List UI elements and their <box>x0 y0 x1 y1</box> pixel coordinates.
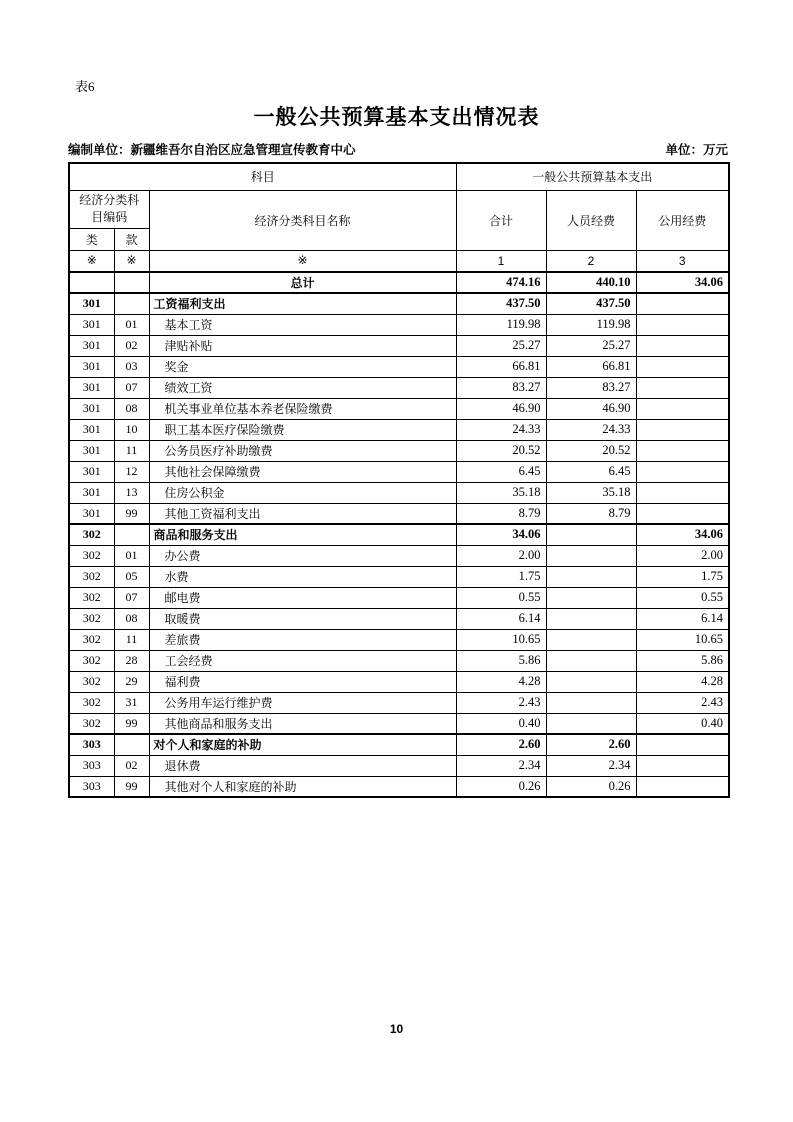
cell-class-code: 301 <box>69 314 114 335</box>
header-code-group-line2: 目编码 <box>91 210 128 224</box>
header-col-total: 合计 <box>456 190 546 250</box>
cell-section-code: 29 <box>114 671 149 692</box>
cell-subject-name: 取暖费 <box>149 608 456 629</box>
cell-section-code: 02 <box>114 755 149 776</box>
header-code-group-line1: 经济分类科 <box>79 192 140 207</box>
cell-class-code: 301 <box>69 419 114 440</box>
cell-total: 6.45 <box>456 461 546 482</box>
cell-subject-name: 绩效工资 <box>149 377 456 398</box>
budget-table <box>68 162 730 798</box>
header-col-section: 款 <box>114 228 149 250</box>
cell-class-code: 302 <box>69 671 114 692</box>
cell-class-code: 302 <box>69 545 114 566</box>
cell-subject-name: 退休费 <box>149 755 456 776</box>
cell-subject-name: 公务员医疗补助缴费 <box>149 440 456 461</box>
cell-section-code <box>114 524 149 545</box>
header-col-public: 公用经费 <box>636 190 729 250</box>
ref-mark-name: ※ <box>149 250 456 272</box>
cell-personnel <box>546 629 636 650</box>
cell-subject-name: 工会经费 <box>149 650 456 671</box>
cell-class-code: 301 <box>69 503 114 524</box>
cell-section-code: 07 <box>114 377 149 398</box>
cell-class-code: 303 <box>69 776 114 797</box>
header-budget-group: 一般公共预算基本支出 <box>456 163 729 190</box>
cell-personnel <box>546 713 636 734</box>
cell-public: 5.86 <box>636 650 729 671</box>
cell-class-code: 302 <box>69 692 114 713</box>
cell-public <box>636 314 729 335</box>
table-row <box>69 524 729 545</box>
cell-total: 0.40 <box>456 713 546 734</box>
table-row <box>69 650 729 671</box>
cell-subject-name: 机关事业单位基本养老保险缴费 <box>149 398 456 419</box>
cell-public <box>636 398 729 419</box>
unit-label: 单位：万元 <box>665 143 728 157</box>
cell-section-code <box>114 272 149 293</box>
table-row <box>69 545 729 566</box>
cell-public: 0.55 <box>636 587 729 608</box>
cell-total: 2.34 <box>456 755 546 776</box>
cell-personnel <box>546 566 636 587</box>
cell-public <box>636 377 729 398</box>
cell-public <box>636 335 729 356</box>
table-row <box>69 272 729 293</box>
cell-personnel: 66.81 <box>546 356 636 377</box>
cell-subject-name: 邮电费 <box>149 587 456 608</box>
table-row <box>69 692 729 713</box>
cell-personnel <box>546 524 636 545</box>
page-title: 一般公共预算基本支出情况表 <box>253 105 540 129</box>
cell-personnel <box>546 650 636 671</box>
cell-personnel: 83.27 <box>546 377 636 398</box>
table-row <box>69 482 729 503</box>
cell-section-code: 05 <box>114 566 149 587</box>
cell-total: 0.55 <box>456 587 546 608</box>
cell-total: 0.26 <box>456 776 546 797</box>
cell-class-code: 302 <box>69 587 114 608</box>
cell-subject-name: 公务用车运行维护费 <box>149 692 456 713</box>
cell-class-code: 303 <box>69 755 114 776</box>
table-row <box>69 293 729 314</box>
cell-public: 10.65 <box>636 629 729 650</box>
table-meta <box>68 140 728 158</box>
header-col-class: 类 <box>69 228 114 250</box>
cell-section-code <box>114 293 149 314</box>
table-row <box>69 356 729 377</box>
table-row <box>69 608 729 629</box>
cell-public: 0.40 <box>636 713 729 734</box>
cell-total: 4.28 <box>456 671 546 692</box>
cell-subject-name: 津贴补贴 <box>149 335 456 356</box>
cell-subject-name: 工资福利支出 <box>149 293 456 314</box>
table-row <box>69 776 729 797</box>
table-row <box>69 461 729 482</box>
cell-public <box>636 482 729 503</box>
cell-total: 20.52 <box>456 440 546 461</box>
table-row <box>69 734 729 755</box>
cell-subject-name: 其他商品和服务支出 <box>149 713 456 734</box>
cell-class-code: 301 <box>69 335 114 356</box>
cell-total: 474.16 <box>456 272 546 293</box>
cell-class-code: 302 <box>69 713 114 734</box>
cell-public <box>636 755 729 776</box>
table-row <box>69 503 729 524</box>
cell-class-code: 301 <box>69 440 114 461</box>
cell-section-code: 03 <box>114 356 149 377</box>
table-row <box>69 566 729 587</box>
cell-section-code: 11 <box>114 629 149 650</box>
cell-personnel <box>546 608 636 629</box>
cell-personnel: 0.26 <box>546 776 636 797</box>
cell-class-code: 302 <box>69 608 114 629</box>
table-row <box>69 671 729 692</box>
cell-class-code: 302 <box>69 650 114 671</box>
cell-section-code: 28 <box>114 650 149 671</box>
cell-section-code <box>114 734 149 755</box>
cell-personnel: 2.60 <box>546 734 636 755</box>
cell-personnel: 24.33 <box>546 419 636 440</box>
header-code-group <box>69 190 149 228</box>
cell-public <box>636 461 729 482</box>
table-row <box>69 314 729 335</box>
cell-public <box>636 419 729 440</box>
cell-total: 66.81 <box>456 356 546 377</box>
table-row <box>69 419 729 440</box>
table-number-label: 表6 <box>75 79 95 94</box>
cell-personnel: 20.52 <box>546 440 636 461</box>
cell-public: 34.06 <box>636 272 729 293</box>
cell-public: 1.75 <box>636 566 729 587</box>
cell-class-code: 301 <box>69 482 114 503</box>
cell-public: 2.43 <box>636 692 729 713</box>
cell-personnel: 119.98 <box>546 314 636 335</box>
cell-public: 2.00 <box>636 545 729 566</box>
cell-subject-name: 其他对个人和家庭的补助 <box>149 776 456 797</box>
table-row <box>69 398 729 419</box>
cell-subject-name: 水费 <box>149 566 456 587</box>
cell-section-code: 08 <box>114 398 149 419</box>
cell-personnel: 6.45 <box>546 461 636 482</box>
cell-public: 6.14 <box>636 608 729 629</box>
cell-total: 46.90 <box>456 398 546 419</box>
cell-public <box>636 356 729 377</box>
cell-total: 2.00 <box>456 545 546 566</box>
cell-subject-name: 总计 <box>149 272 456 293</box>
cell-subject-name: 奖金 <box>149 356 456 377</box>
table-row <box>69 440 729 461</box>
cell-total: 1.75 <box>456 566 546 587</box>
cell-section-code: 07 <box>114 587 149 608</box>
table-header <box>69 163 729 272</box>
cell-public <box>636 734 729 755</box>
cell-personnel: 2.34 <box>546 755 636 776</box>
cell-subject-name: 基本工资 <box>149 314 456 335</box>
cell-personnel: 437.50 <box>546 293 636 314</box>
column-index-public: 3 <box>636 250 729 272</box>
cell-section-code: 10 <box>114 419 149 440</box>
cell-class-code: 301 <box>69 293 114 314</box>
cell-public: 4.28 <box>636 671 729 692</box>
cell-personnel: 25.27 <box>546 335 636 356</box>
header-row-columns <box>69 190 729 228</box>
cell-subject-name: 住房公积金 <box>149 482 456 503</box>
table-body <box>69 272 729 797</box>
header-col-name: 经济分类科目名称 <box>149 190 456 250</box>
cell-public <box>636 293 729 314</box>
cell-section-code: 12 <box>114 461 149 482</box>
page-number: 10 <box>389 1022 404 1036</box>
cell-section-code: 31 <box>114 692 149 713</box>
table-row <box>69 377 729 398</box>
cell-class-code: 303 <box>69 734 114 755</box>
cell-subject-name: 差旅费 <box>149 629 456 650</box>
cell-subject-name: 福利费 <box>149 671 456 692</box>
table-row <box>69 629 729 650</box>
cell-subject-name: 其他社会保障缴费 <box>149 461 456 482</box>
cell-personnel: 440.10 <box>546 272 636 293</box>
cell-total: 83.27 <box>456 377 546 398</box>
cell-total: 25.27 <box>456 335 546 356</box>
cell-section-code: 01 <box>114 314 149 335</box>
cell-total: 119.98 <box>456 314 546 335</box>
cell-personnel: 46.90 <box>546 398 636 419</box>
cell-total: 34.06 <box>456 524 546 545</box>
cell-section-code: 11 <box>114 440 149 461</box>
table-row <box>69 755 729 776</box>
cell-class-code: 301 <box>69 377 114 398</box>
cell-personnel: 8.79 <box>546 503 636 524</box>
cell-section-code: 99 <box>114 776 149 797</box>
cell-personnel: 35.18 <box>546 482 636 503</box>
cell-total: 2.43 <box>456 692 546 713</box>
cell-public: 34.06 <box>636 524 729 545</box>
cell-section-code: 01 <box>114 545 149 566</box>
cell-section-code: 02 <box>114 335 149 356</box>
column-index-personnel: 2 <box>546 250 636 272</box>
table-row <box>69 713 729 734</box>
cell-total: 24.33 <box>456 419 546 440</box>
cell-class-code: 301 <box>69 356 114 377</box>
table-row <box>69 587 729 608</box>
cell-personnel <box>546 671 636 692</box>
cell-public <box>636 503 729 524</box>
cell-subject-name: 办公费 <box>149 545 456 566</box>
cell-total: 5.86 <box>456 650 546 671</box>
cell-class-code: 301 <box>69 398 114 419</box>
header-row-groups <box>69 163 729 190</box>
table-row <box>69 335 729 356</box>
header-col-personnel: 人员经费 <box>546 190 636 250</box>
cell-public <box>636 440 729 461</box>
cell-public <box>636 776 729 797</box>
header-subject-group: 科目 <box>69 163 456 190</box>
cell-personnel <box>546 545 636 566</box>
ref-mark-section: ※ <box>114 250 149 272</box>
cell-total: 437.50 <box>456 293 546 314</box>
cell-section-code: 13 <box>114 482 149 503</box>
cell-section-code: 08 <box>114 608 149 629</box>
cell-subject-name: 其他工资福利支出 <box>149 503 456 524</box>
cell-section-code: 99 <box>114 713 149 734</box>
cell-class-code: 302 <box>69 566 114 587</box>
header-row-indexes <box>69 250 729 272</box>
cell-personnel <box>546 692 636 713</box>
cell-total: 10.65 <box>456 629 546 650</box>
cell-total: 35.18 <box>456 482 546 503</box>
cell-class-code: 302 <box>69 524 114 545</box>
prepared-by-label: 编制单位：新疆维吾尔自治区应急管理宣传教育中心 <box>68 143 356 157</box>
column-index-total: 1 <box>456 250 546 272</box>
cell-section-code: 99 <box>114 503 149 524</box>
cell-class-code <box>69 272 114 293</box>
ref-mark-class: ※ <box>69 250 114 272</box>
cell-subject-name: 职工基本医疗保险缴费 <box>149 419 456 440</box>
cell-class-code: 302 <box>69 629 114 650</box>
cell-total: 6.14 <box>456 608 546 629</box>
cell-total: 2.60 <box>456 734 546 755</box>
cell-personnel <box>546 587 636 608</box>
cell-class-code: 301 <box>69 461 114 482</box>
cell-total: 8.79 <box>456 503 546 524</box>
cell-subject-name: 商品和服务支出 <box>149 524 456 545</box>
cell-subject-name: 对个人和家庭的补助 <box>149 734 456 755</box>
